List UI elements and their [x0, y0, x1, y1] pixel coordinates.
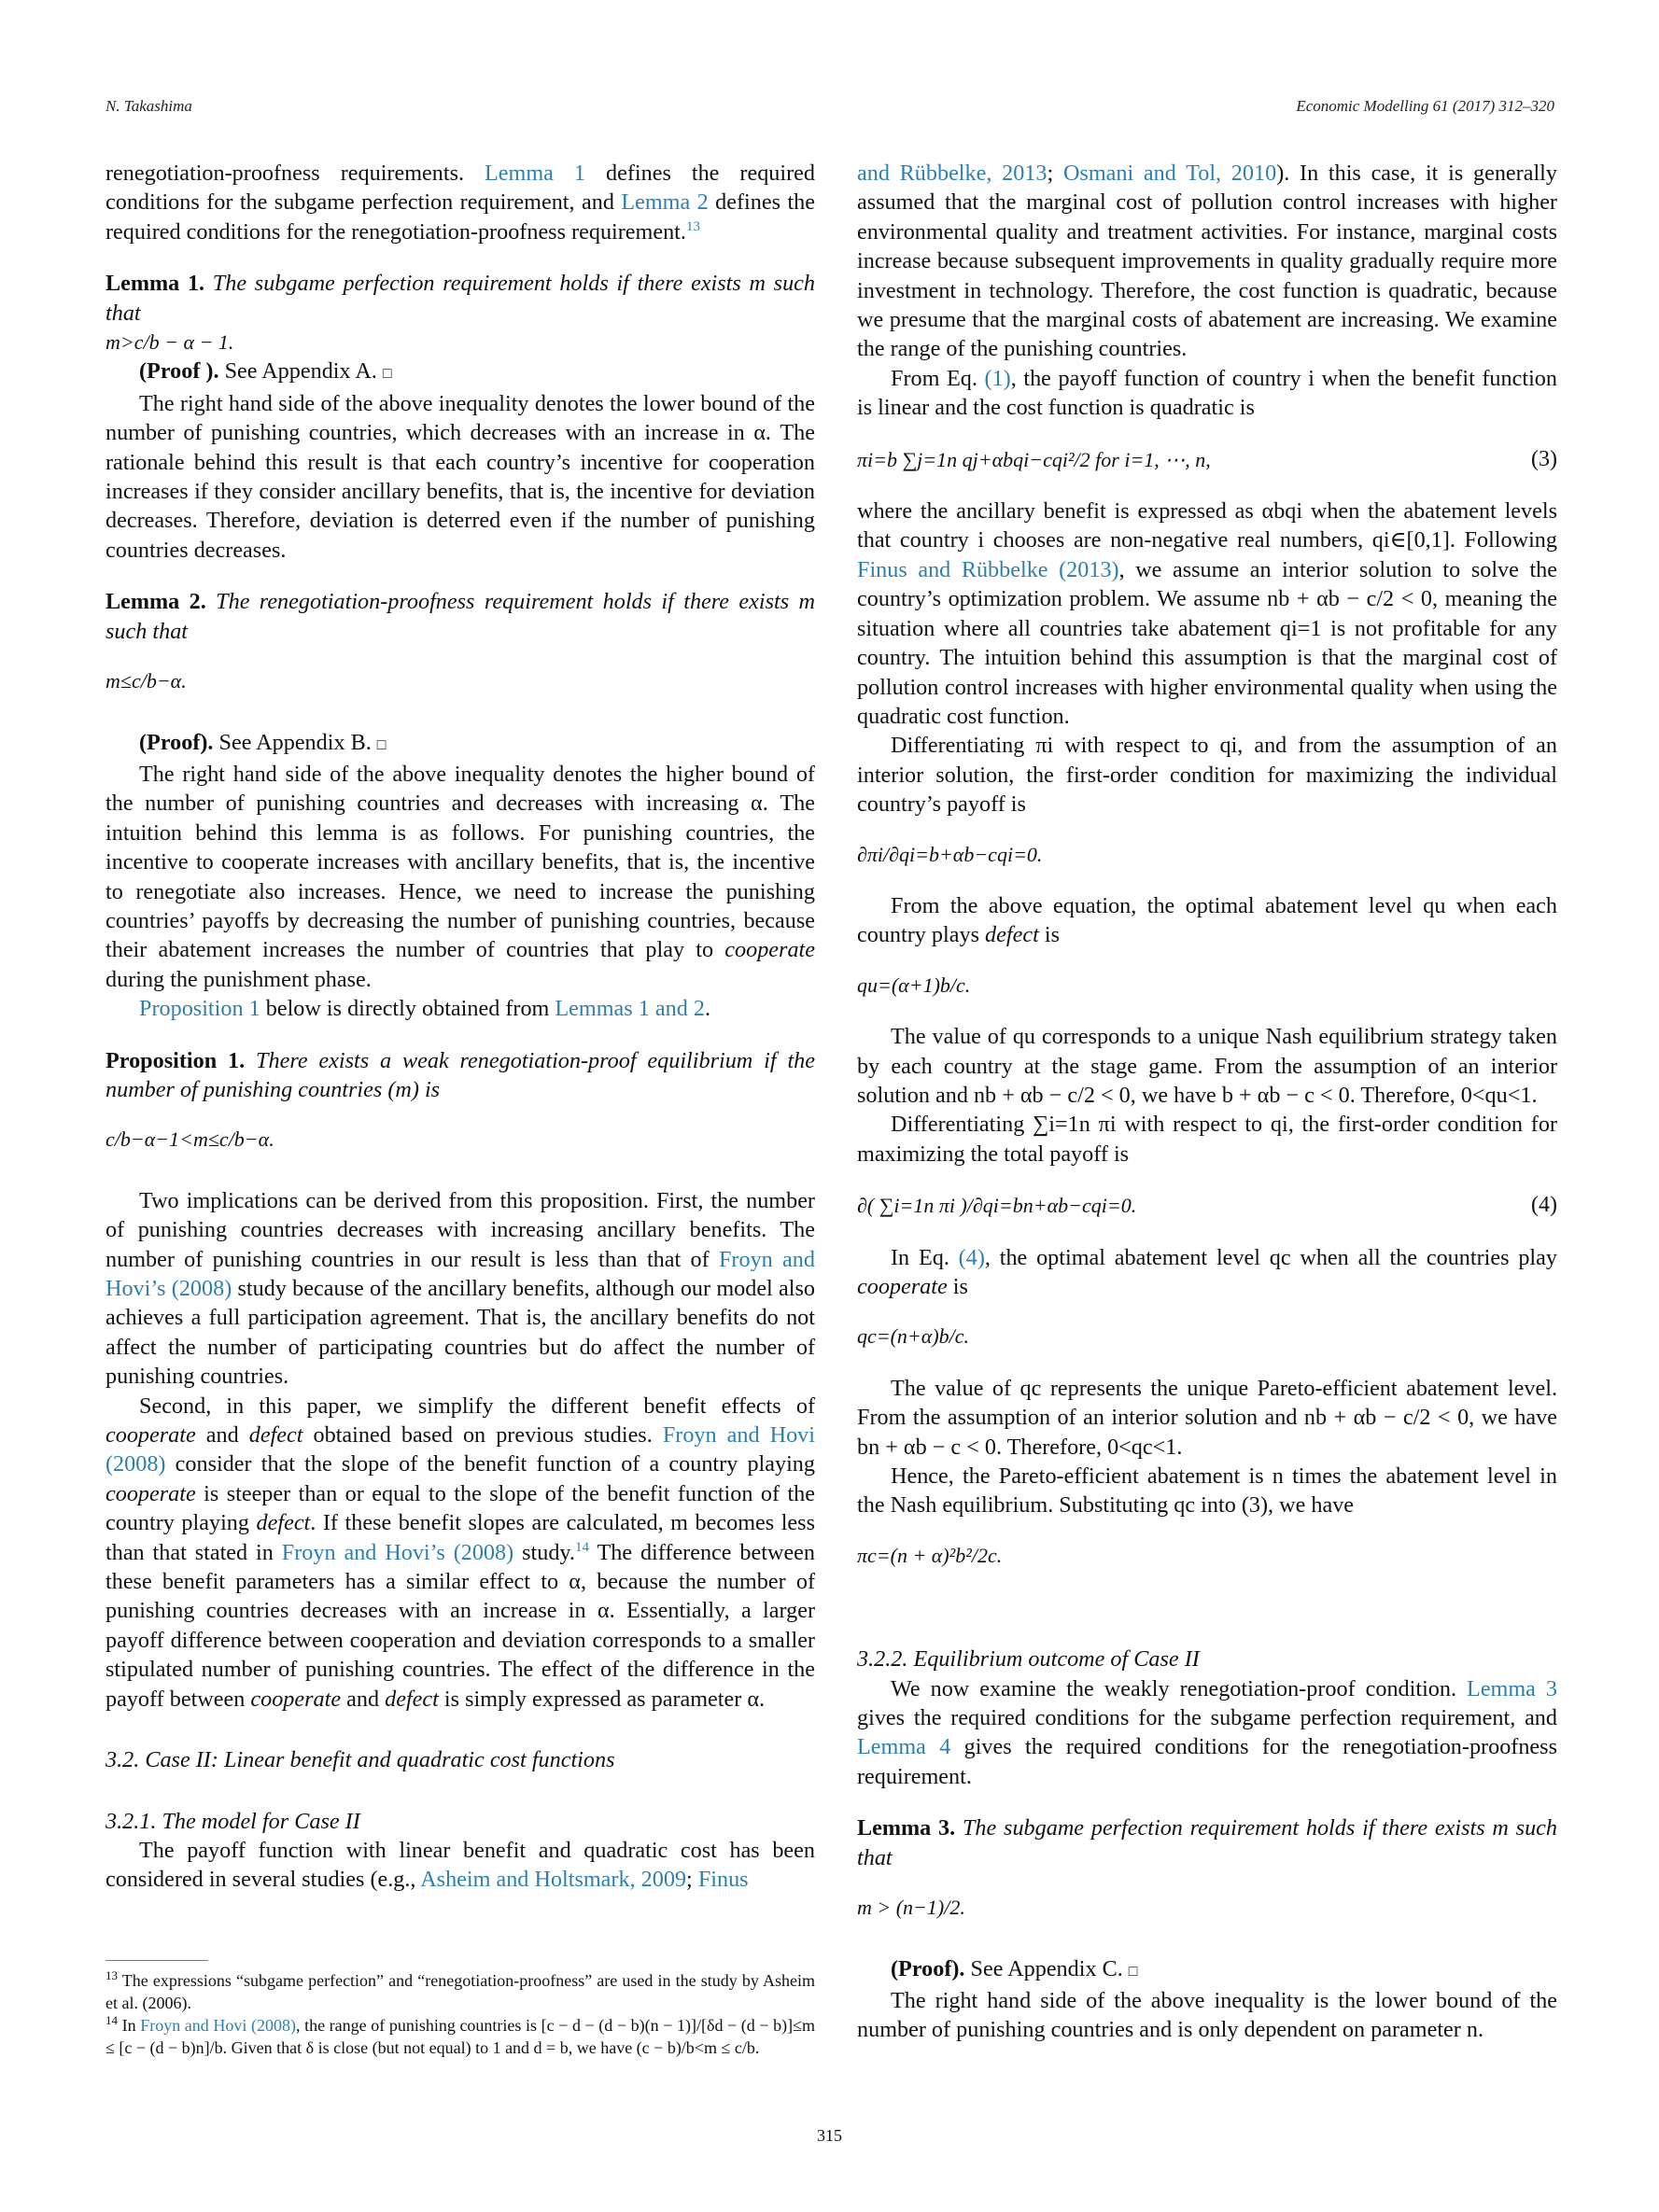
paragraph: The payoff function with linear benefit and quadratic cost has been considered in several studies (e.g., Asheim and Holtsmark, 2009; Finus	[105, 1837, 815, 1893]
footnote-13-ref[interactable]: 13	[685, 218, 700, 234]
right-column	[857, 159, 1557, 2045]
footnote-14: $^{14}$ In Froyn and Hovi (2008), the range of punishing countries is [c − d − (d − b)(n − 1)]/[δd − (d − b)]≤m ≤ [c − (d − b)n]/b. Given that δ is close (but not equal) to 1 and d = b, we have (c − b)/b<m ≤ c/b.	[105, 2013, 816, 2057]
lemmas-1-2-link[interactable]: Lemmas 1 and 2	[555, 996, 705, 1022]
lemma-2-equation: m≤c/b−α.	[105, 669, 187, 693]
lemma-1: Lemma 1. The subgame perfection requirement holds if there exists m such that	[105, 271, 816, 326]
lemma-2: Lemma 2. The renegotiation-proofness requirement holds if there exists m such that	[105, 589, 815, 644]
paragraph: Hence, the Pareto-efficient abatement is n times the abatement level in the Nash equilibrium. Substituting qc into (3), we have	[857, 1463, 1557, 1519]
equation-foc: ∂πi/∂qi=b+αb−cqi=0.	[857, 842, 1043, 866]
footnote-14-ref[interactable]: 14	[574, 1539, 589, 1555]
lemma-4-link[interactable]: Lemma 4	[857, 1734, 951, 1760]
citation-link[interactable]: Asheim and Holtsmark, 2009	[420, 1867, 687, 1893]
citation-link[interactable]: Osmani and Tol, 2010	[1062, 161, 1277, 186]
equation-ref-link[interactable]: (4)	[958, 1244, 985, 1270]
lemma-2-link[interactable]: Lemma 2	[621, 189, 709, 216]
paragraph: Second, in this paper, we simplify the different benefit effects of cooperate and defect obtained based on previous studies. Froyn and Hovi (2008) consider that the slope of the benefit function of a country playing cooperate is steeper than or equal to the slope of the benefit function of the country playing defect. If these benefit slopes are calculated, m becomes less than that stated in Froyn and Hovi’s (2008) study.$^{14}$ The difference between these benefit parameters has a similar effect to α, because the number of punishing countries decreases with an increase in α. Essentially, a larger payoff difference between cooperation and deviation corresponds to a smaller stipulated number of punishing countries. The effect of the difference in the payoff between cooperate and defect is simply expressed as parameter α.	[105, 1393, 816, 1712]
footnote-divider	[105, 1960, 208, 1961]
paragraph: Differentiating πi with respect to qi, and from the assumption of an interior solution, the first-order condition for maximizing the individual country’s payoff is	[857, 733, 1557, 818]
paragraph: and Rübbelke, 2013; Osmani and Tol, 2010). In this case, it is generally assumed that the marginal cost of pollution control increases with higher environmental quality and treatment activities. For instance, marginal costs increase because subsequent improvements in quality gradually require more investment in technology. Therefore, the cost function is quadratic, because we presume that the marginal costs of abatement are increasing. We examine the range of the punishing countries.	[857, 161, 1557, 362]
lemma-1-equation: m>c/b − α − 1.	[105, 330, 234, 355]
paragraph: We now examine the weakly renegotiation-proof condition. Lemma 3 gives the required conditions for the subgame perfection requirement, and Lemma 4 gives the required conditions for the renegotiation-proofness requirement.	[857, 1675, 1558, 1789]
citation-link[interactable]: Froyn and Hovi’s (2008)	[105, 1246, 815, 1301]
paragraph: Proposition 1 below is directly obtained from Lemmas 1 and 2.	[139, 996, 710, 1022]
paragraph: From the above equation, the optimal abatement level qu when each country plays defect is	[857, 892, 1557, 948]
header-journal: Economic Modelling 61 (2017) 312–320	[1296, 97, 1554, 115]
equation-qc: qc=(n+α)b/c.	[857, 1324, 970, 1349]
citation-link[interactable]: Finus	[697, 1867, 749, 1893]
lemma-3-link[interactable]: Lemma 3	[1467, 1675, 1558, 1701]
citation-link[interactable]: Froyn and Hovi’s (2008)	[281, 1539, 514, 1565]
qed-icon: □	[1128, 1963, 1138, 1980]
paragraph: The value of qc represents the unique Pareto-efficient abatement level. From the assumption of an interior solution and nb + αb − c/2 < 0, we have bn + αb − c < 0. Therefore, 0<qc<1.	[857, 1375, 1557, 1460]
equation-number: (3)	[1531, 446, 1557, 471]
page-number: 315	[817, 2126, 842, 2145]
footnotes	[105, 1969, 815, 2059]
lemma-3: Lemma 3. The subgame perfection requirement holds if there exists m such that	[857, 1815, 1557, 1870]
equation-pic: πc=(n + α)²b²/2c.	[857, 1543, 1003, 1567]
lemma-1-link[interactable]: Lemma 1	[485, 161, 586, 186]
lemma-2-proof: (Proof). See Appendix B. □	[139, 729, 387, 755]
citation-link[interactable]: Froyn and Hovi (2008)	[140, 2016, 296, 2035]
left-column	[105, 159, 815, 1895]
lemma-3-proof: (Proof). See Appendix C. □	[891, 1955, 1138, 1981]
paragraph: In Eq. (4), the optimal abatement level qc when all the countries play cooperate is	[857, 1244, 1557, 1299]
citation-link[interactable]: Finus and Rübbelke (2013)	[857, 556, 1119, 582]
equation-number: (4)	[1531, 1193, 1557, 1218]
paragraph: The value of qu corresponds to a unique Nash equilibrium strategy taken by each country at the stage game. From the assumption of an interior solution and nb + αb − c/2 < 0, we have b + αb − c < 0. Therefore, 0<qu<1.	[857, 1024, 1557, 1108]
lemma-1-proof: (Proof ). See Appendix A. □	[139, 358, 392, 385]
footnote-13: $^{13}$ The expressions “subgame perfection” and “renegotiation-proofness” are used in the study by Asheim et al. (2006).	[105, 1968, 815, 2012]
paragraph: Two implications can be derived from this proposition. First, the number of punishing countries decreases with increasing ancillary benefits. The number of punishing countries in our result is less than that of Froyn and Hovi’s (2008) study because of the ancillary benefits, although our model also achieves a full participation agreement. That is, the ancillary benefits do not affect the number of participating countries but do affect the number of punishing countries.	[105, 1187, 815, 1390]
qed-icon: □	[382, 366, 392, 383]
paragraph: Differentiating ∑i=1n πi with respect to qi, the first-order condition for maximizing the total payoff is	[857, 1112, 1557, 1167]
proposition-1: Proposition 1. There exists a weak renegotiation-proof equilibrium if the number of punishing countries (m) is	[105, 1047, 815, 1102]
equation-3: πi=b ∑j=1n qj+αbqi−cqi²/2 for i=1, ⋯, n, (3)	[857, 445, 1557, 474]
paragraph: renegotiation-proofness requirements. Lemma 1 defines the required conditions for the subgame perfection requirement, and Lemma 2 defines the required conditions for the renegotiation-proofness requirement.$^{13}$	[105, 161, 816, 245]
paragraph: where the ancillary benefit is expressed as αbqi when the abatement levels that country i chooses are non-negative real numbers, qi∈[0,1]. Following Finus and Rübbelke (2013), we assume an interior solution to solve the country’s optimization problem. We assume nb + αb − c/2 < 0, meaning the situation where all countries take abatement qi=1 is not profitable for any country. The intuition behind this assumption is that the marginal cost of pollution control increases with higher environmental quality when using the quadratic cost function.	[857, 498, 1557, 729]
equation-qu: qu=(α+1)b/c.	[857, 973, 971, 997]
paragraph: The right hand side of the above inequality denotes the higher bound of the number of punishing countries and decreases with increasing α. The intuition behind this lemma is as follows. For punishing countries, the incentive to cooperate increases with ancillary benefits, that is, the incentive to renegotiate also increases. Hence, we need to increase the punishing countries’ payoffs by decreasing the number of punishing countries, because their abatement increases the number of countries that play to cooperate during the punishment phase.	[105, 761, 815, 992]
section-heading: 3.2. Case II: Linear benefit and quadratic cost functions	[105, 1747, 615, 1773]
subsection-heading: 3.2.1. The model for Case II	[105, 1808, 360, 1834]
citation-link[interactable]: Froyn and Hovi (2008)	[105, 1422, 815, 1477]
equation-4: ∂( ∑i=1n πi )/∂qi=bn+αb−cqi=0. (4)	[857, 1191, 1557, 1220]
equation-ref-link[interactable]: (1)	[984, 365, 1011, 391]
subsection-heading: 3.2.2. Equilibrium outcome of Case II	[857, 1646, 1200, 1673]
paragraph: The right hand side of the above inequality is the lower bound of the number of punishing countries and is only dependent on parameter n.	[857, 1987, 1557, 2043]
proposition-1-equation: c/b−α−1<m≤c/b−α.	[105, 1127, 274, 1152]
qed-icon: □	[376, 736, 387, 753]
lemma-3-equation: m > (n−1)/2.	[857, 1896, 965, 1920]
paragraph: The right hand side of the above inequality denotes the lower bound of the number of punishing countries, which decreases with an increase in α. The rationale behind this result is that each country’s incentive for cooperation increases if they consider ancillary benefits, that is, the incentive for deviation decreases. Therefore, deviation is deterred even if the number of punishing countries decreases.	[105, 390, 815, 563]
citation-link[interactable]: and Rübbelke, 2013	[857, 161, 1047, 186]
header-author: N. Takashima	[105, 97, 192, 115]
proposition-1-link[interactable]: Proposition 1	[139, 996, 260, 1022]
paragraph: From Eq. (1), the payoff function of country i when the benefit function is linear and the cost function is quadratic is	[857, 365, 1557, 421]
